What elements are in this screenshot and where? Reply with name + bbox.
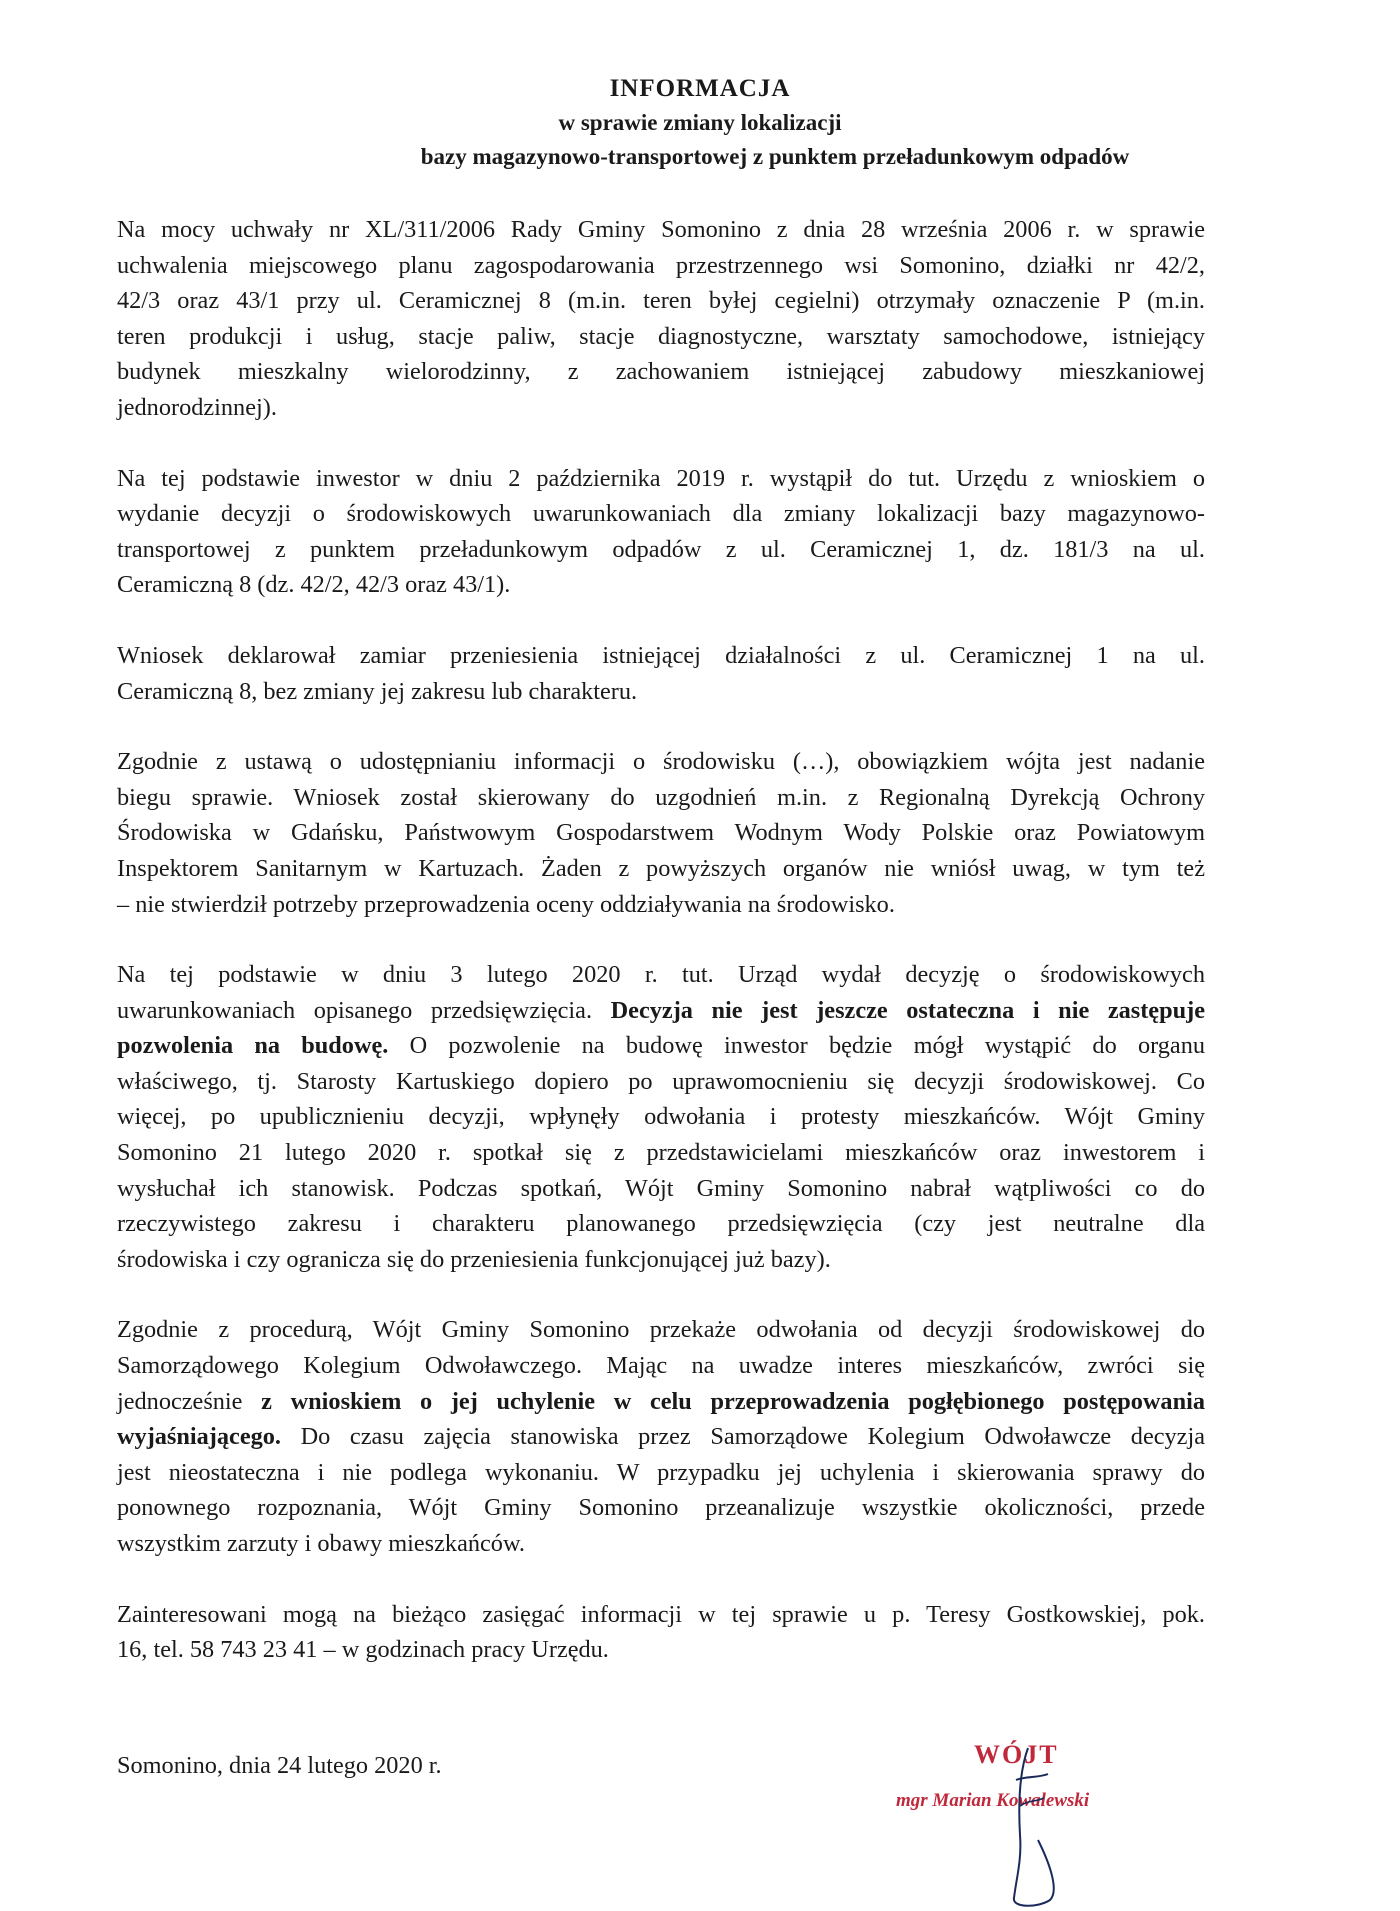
text-line: wszystkim zarzuty i obawy mieszkańców. <box>117 1530 525 1557</box>
text-line <box>117 1384 1205 1420</box>
handwritten-signature <box>888 1740 1188 1910</box>
text-line: Ceramiczną 8 (dz. 42/2, 42/3 oraz 43/1). <box>117 571 511 599</box>
paragraph-3 <box>117 638 1205 709</box>
paragraph-2 <box>117 461 1205 603</box>
text-line <box>117 1419 1205 1455</box>
document-subtitle-2: bazy magazynowo-transportowej z punktem przeładunkowym odpadów <box>420 144 1130 169</box>
document-title: INFORMACJA <box>609 75 791 102</box>
text-line: Zainteresowani mogą na bieżąco zasięgać informacji w tej sprawie u p. Teresy Gostkowskiej, pok. <box>117 1600 1205 1628</box>
paragraph-1 <box>117 212 1205 426</box>
text-line: biegu sprawie. Wniosek został skierowany do uzgodnień m.in. z Regionalną Dyrekcją Ochrony <box>117 783 1205 811</box>
bold-text: pozwolenia na budowę. <box>117 1032 389 1060</box>
text-line: Zgodnie z ustawą o udostępnianiu informacji o środowisku (…), obowiązkiem wójta jest nadanie <box>117 748 1205 776</box>
document-date: Somonino, dnia 24 lutego 2020 r. <box>117 1752 442 1779</box>
text-line: Ceramiczną 8, bez zmiany jej zakresu lub charakteru. <box>117 677 638 705</box>
text-line: Inspektorem Sanitarnym w Kartuzach. Żaden z powyższych organów nie wniósł uwag, w tym też <box>117 854 1205 882</box>
text-line: – nie stwierdził potrzeby przeprowadzenia oceny oddziaływania na środowisko. <box>117 890 895 918</box>
text-line: 42/3 oraz 43/1 przy ul. Ceramicznej 8 (m.in. teren byłej cegielni) otrzymały oznaczenie P (m.in. <box>117 287 1205 315</box>
text-line: Na tej podstawie w dniu 3 lutego 2020 r. tut. Urząd wydał decyzję o środowiskowych <box>117 961 1205 989</box>
text-line: Samorządowego Kolegium Odwoławczego. Mając na uwadze interes mieszkańców, zwróci się <box>117 1352 1205 1380</box>
text-line <box>117 993 1205 1029</box>
signature-stamp <box>888 1740 1188 1910</box>
text-line: budynek mieszkalny wielorodzinny, z zachowaniem istniejącej zabudowy mieszkaniowej <box>117 358 1205 386</box>
document-header <box>0 72 1400 174</box>
text-line: ponownego rozpoznania, Wójt Gminy Somonino przeanalizuje wszystkie okoliczności, przede <box>117 1494 1205 1522</box>
text-line: jest nieostateczna i nie podlega wykonaniu. W przypadku jej uchylenia i skierowania sprawy do <box>117 1458 1205 1486</box>
text-line: Środowiska w Gdańsku, Państwowym Gospodarstwem Wodnym Wody Polskie oraz Powiatowym <box>117 819 1205 847</box>
text-line: Na mocy uchwały nr XL/311/2006 Rady Gminy Somonino z dnia 28 września 2006 r. w sprawie <box>117 216 1205 243</box>
document-subtitle-1: w sprawie zmiany lokalizacji <box>558 110 842 135</box>
text-line: Wniosek deklarował zamiar przeniesienia istniejącej działalności z ul. Ceramicznej 1 na ul. <box>117 641 1205 669</box>
bold-text: wyjaśniającego. <box>117 1423 281 1451</box>
bold-text: z wnioskiem o jej uchylenie w celu przeprowadzenia pogłębionego postępowania <box>261 1387 1205 1415</box>
text-line: rzeczywistego zakresu i charakteru planowanego przedsięwzięcia (czy jest neutralne dla <box>117 1210 1205 1238</box>
paragraph-4 <box>117 744 1205 922</box>
text-line: wydanie decyzji o środowiskowych uwarunkowaniach dla zmiany lokalizacji bazy magazynowo- <box>117 500 1205 528</box>
text-line: Na tej podstawie inwestor w dniu 2 października 2019 r. wystąpił do tut. Urzędu z wnioskiem o <box>117 464 1205 492</box>
stamp-title: WÓJT <box>974 1740 1059 1769</box>
text-run: Do czasu zajęcia stanowiska przez Samorządowe Kolegium Odwoławcze decyzja <box>280 1423 1205 1451</box>
text-line: Somonino 21 lutego 2020 r. spotkał się z przedstawicielami mieszkańców oraz inwestorem i <box>117 1139 1205 1167</box>
text-line <box>117 1028 1205 1064</box>
text-line: transportowej z punktem przeładunkowym odpadów z ul. Ceramicznej 1, dz. 181/3 na ul. <box>117 535 1205 563</box>
text-line: więcej, po upublicznieniu decyzji, wpłynęły odwołania i protesty mieszkańców. Wójt Gminy <box>117 1103 1205 1131</box>
text-line: środowiska i czy ogranicza się do przeniesienia funkcjonującej już bazy). <box>117 1245 831 1273</box>
paragraph-7 <box>117 1597 1205 1668</box>
paragraph-5 <box>117 957 1205 1277</box>
bold-text: Decyzja nie jest jeszcze ostateczna i nie zastępuje <box>610 996 1205 1024</box>
text-line: 16, tel. 58 743 23 41 – w godzinach pracy Urzędu. <box>117 1636 609 1664</box>
text-line: uchwalenia miejscowego planu zagospodarowania przestrzennego wsi Somonino, działki nr 42/2, <box>117 251 1205 279</box>
document-body <box>117 212 1205 1703</box>
text-line: jednorodzinnej). <box>117 393 277 421</box>
text-run: uwarunkowaniach opisanego przedsięwzięcia. <box>117 996 611 1024</box>
paragraph-6 <box>117 1312 1205 1561</box>
text-line: wysłuchał ich stanowisk. Podczas spotkań, Wójt Gminy Somonino nabrał wątpliwości co do <box>117 1174 1205 1202</box>
text-line: teren produkcji i usług, stacje paliw, stacje diagnostyczne, warsztaty samochodowe, istniejący <box>117 322 1205 350</box>
text-run: O pozwolenie na budowę inwestor będzie mógł wystąpić do organu <box>388 1032 1205 1060</box>
text-run: jednocześnie <box>117 1387 262 1415</box>
stamp-name: mgr Marian Kowalewski <box>896 1790 1090 1811</box>
text-line: Zgodnie z procedurą, Wójt Gminy Somonino przekaże odwołania od decyzji środowiskowej do <box>117 1316 1205 1344</box>
text-line: właściwego, tj. Starosty Kartuskiego dopiero po uprawomocnieniu się decyzji środowiskowej. Co <box>117 1067 1205 1095</box>
